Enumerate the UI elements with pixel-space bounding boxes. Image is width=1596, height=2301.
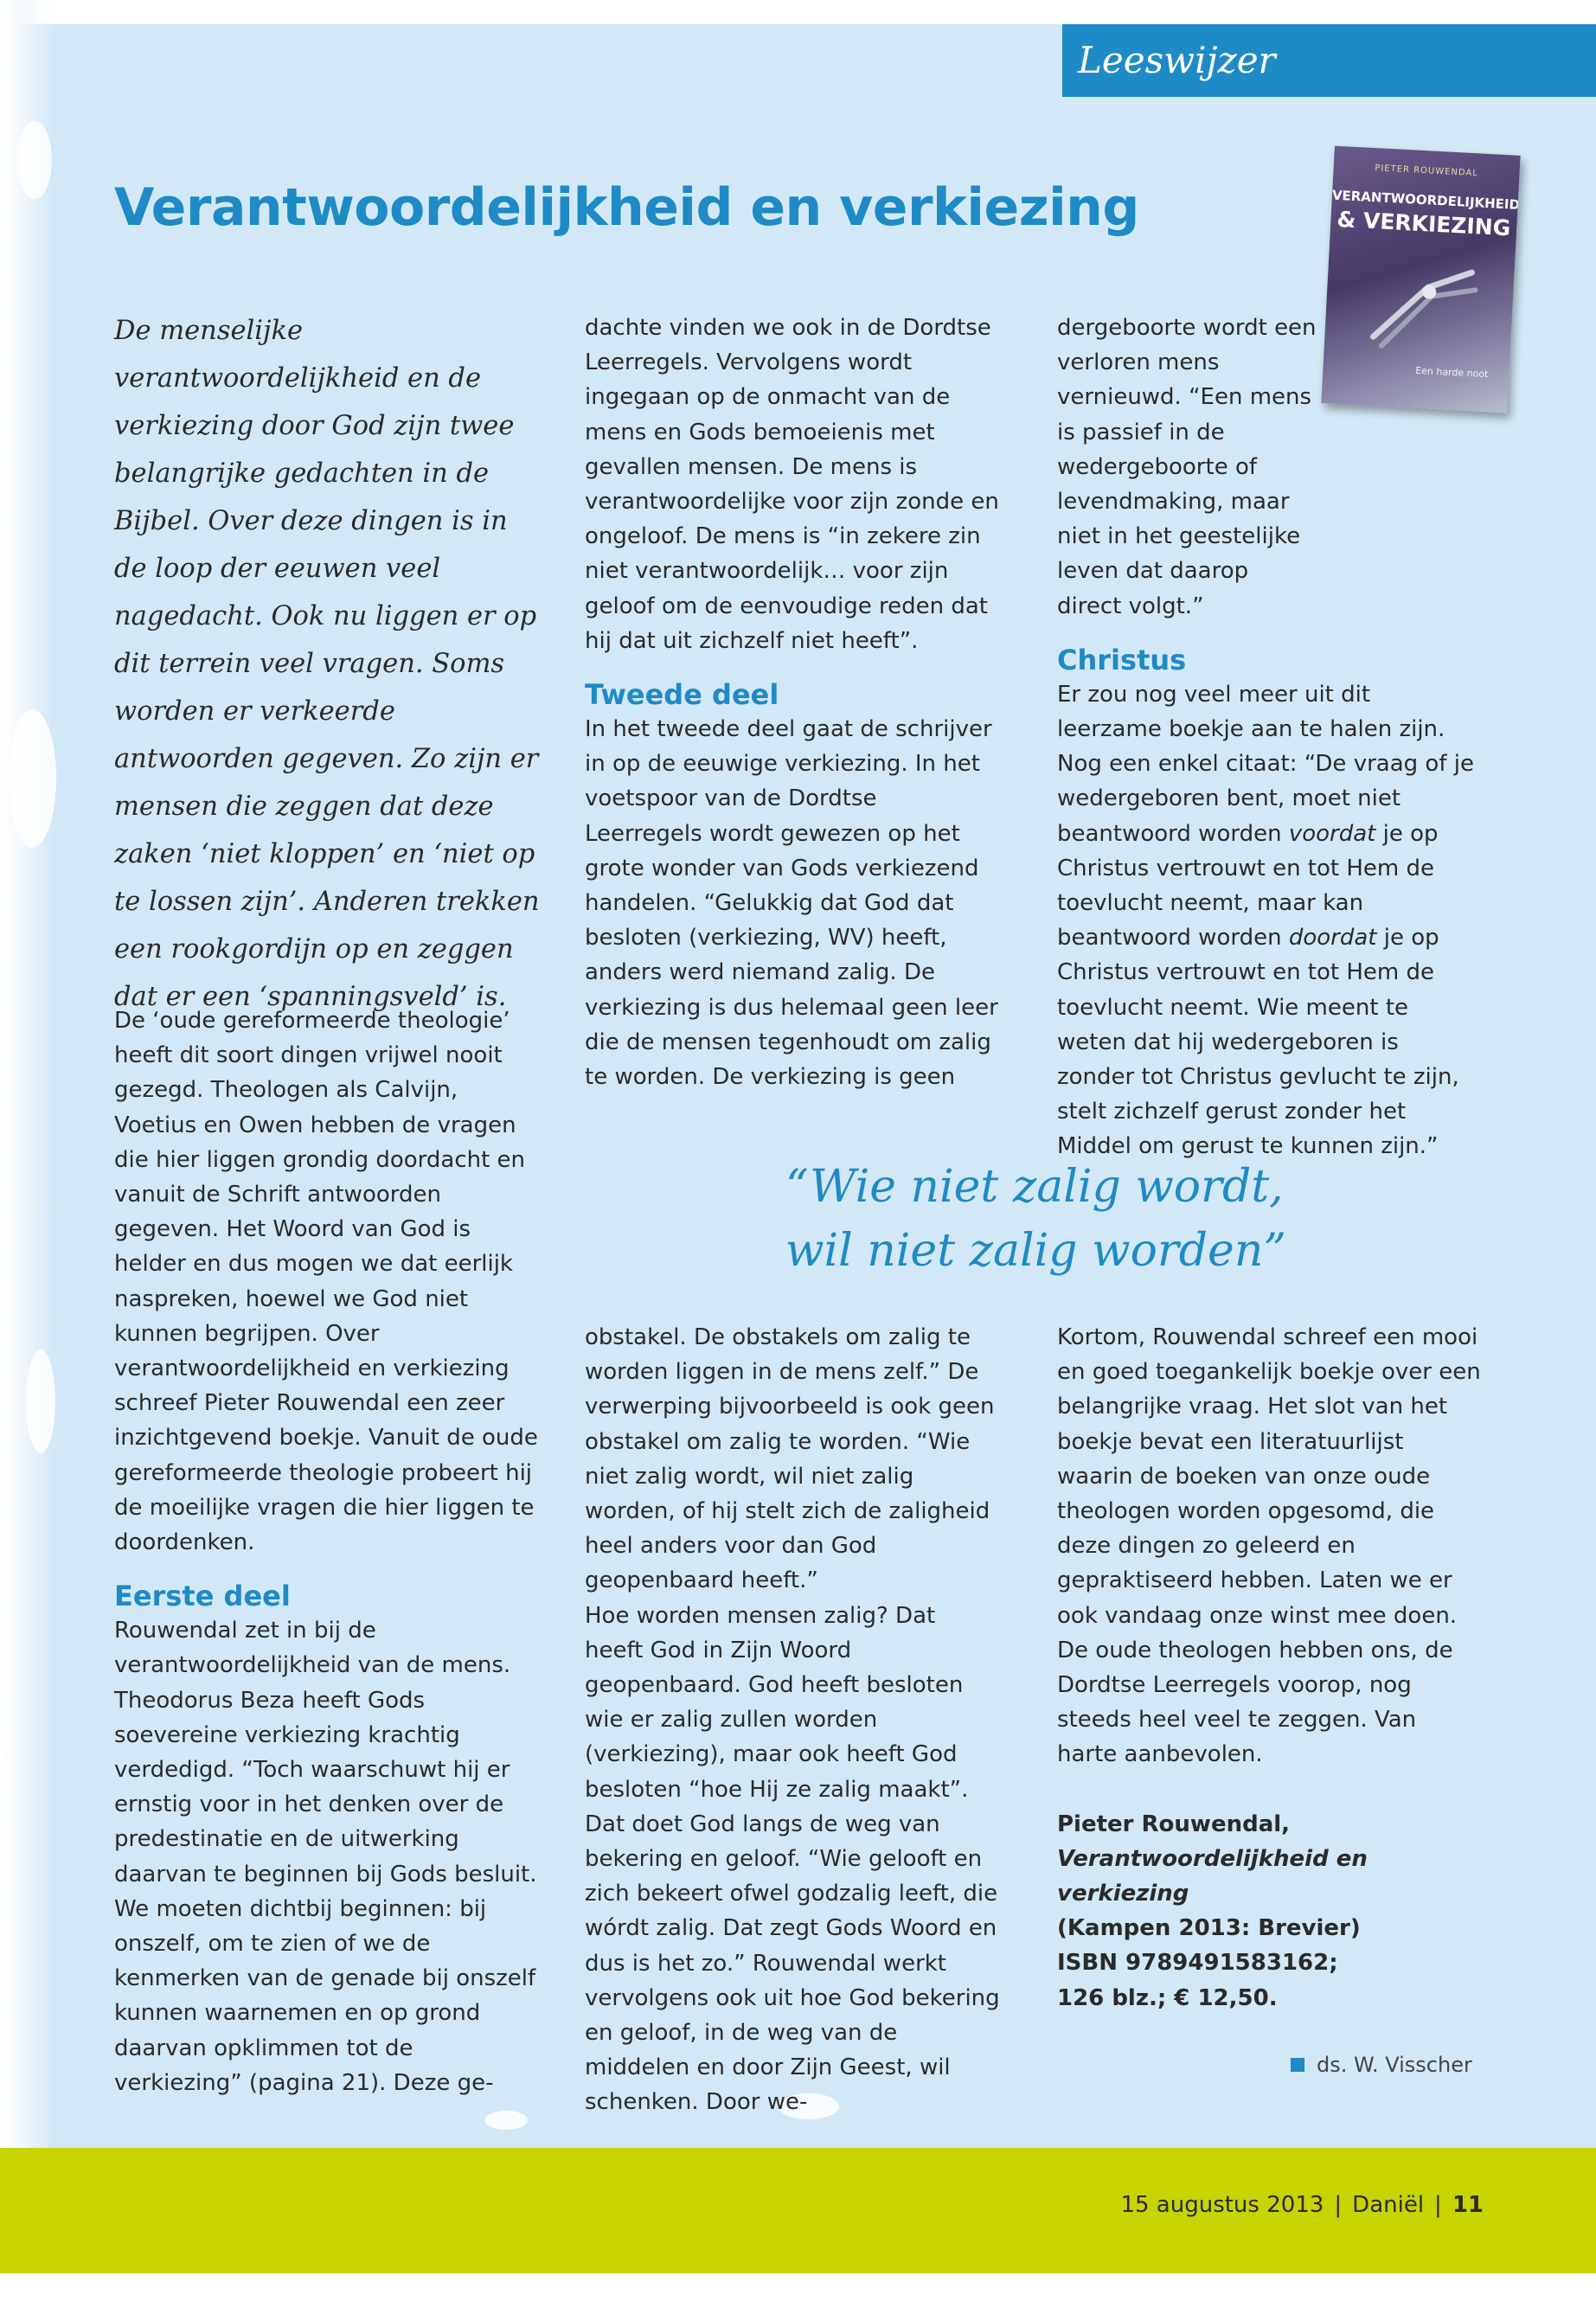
brush-edge-decoration (0, 0, 52, 2148)
pull-quote-line1: “Wie niet zalig wordt, (785, 1161, 1284, 1213)
column-3-top (1057, 311, 1481, 1164)
footer-bar (0, 2148, 1596, 2273)
section-tab: Leeswijzer (1062, 24, 1596, 97)
footer-separator: | (1334, 2192, 1343, 2218)
paint-splash-decoration (17, 121, 52, 199)
emphasis-doordat: doordat (1288, 925, 1377, 952)
author-signature (1291, 2053, 1472, 2077)
book-cover-title-line1: VERANTWOORDELIJKHEID (1331, 187, 1521, 213)
body-paragraph: Rouwendal zet in bij de verantwoordelijkheid van de mens. Theodorus Beza heeft Gods soevereine verkiezing krachtig verdedigd. “Toch waarschuwt hij er ernstig voor in het denken over de predestinatie en de uitwerking daarvan te beginnen bij Gods besluit. We moeten dichtbij beginnen: bij onszelf, om te zien of we de kenmerken van de genade bij onszelf kunnen waarnemen en op grond daarvan opklimmen tot de verkiezing” (pagina 21). Deze ge- (114, 1618, 537, 2096)
column-1 (114, 1003, 547, 2100)
body-paragraph: De ‘oude gereformeerde theologie’ heeft dit soort dingen vrijwel nooit gezegd. Theologen als Calvijn, Voetius en Owen hebben de vragen die hier liggen grondig doordacht en vanuit de Schrift antwoorden gegeven. Het Woord van God is helder en dus mogen we dat eerlijk naspreken, hoewel we God niet kunnen begrijpen. Over verantwoordelijkheid en verkiezing schreef Pieter Rouwendal een zeer inzichtgevend boekje. Vanuit de oude gereformeerde theologie probeert hij de moeilijke vragen die hier liggen te doordenken. (114, 1008, 538, 1556)
signature-text: ds. W. Visscher (1317, 2053, 1472, 2077)
footer-date: 15 augustus 2013 (1120, 2192, 1324, 2218)
paint-splash-decoration (484, 2111, 528, 2130)
page-number: 11 (1452, 2192, 1484, 2218)
column-3-bottom (1057, 1320, 1481, 2016)
body-paragraph: dergeboorte wordt een verloren mens vernieuwd. “Een mens is passief in de wedergeboorte of levendmaking, maar niet in het geestelijke leven dat daarop direct volgt.” (1057, 315, 1317, 619)
body-paragraph: Kortom, Rouwendal schreef een mooi en goed toegankelijk boekje over een belangrijke vraag. Het slot van het boekje bevat een literatuurlijst waarin de boeken van onze oude theologen worden opgesomd, die deze dingen zo geleerd en gepraktiseerd hebben. Laten we er ook vandaag onze winst mee doen. De oude theologen hebben ons, de Dordtse Leerregels voorop, nog steeds heel veel te zeggen. Van harte aanbevolen. (1057, 1324, 1481, 1768)
pull-quote (785, 1155, 1286, 1283)
square-bullet-icon (1291, 2058, 1304, 2072)
heading-christus: Christus (1057, 643, 1187, 676)
body-paragraph: Er zou nog veel meer uit dit leerzame boekje aan te halen zijn. Nog een enkel citaat: “De vraag of je wedergeboren bent, moet niet beantwoord worden voordat je op Christus vertrouwt en tot Hem de toevlucht neemt, maar kan beantwoord worden doordat je op Christus vertrouwt en tot Hem de toevlucht neemt. Wie meent te weten dat hij wedergeboren is zonder tot Christus gevlucht te zijn, stelt zichzelf gerust zonder het Middel om gerust te kunnen zijn.” (1057, 681, 1474, 1160)
footer-text (1120, 2192, 1484, 2218)
pull-quote-line2: wil niet zalig worden” (785, 1225, 1286, 1277)
body-paragraph: obstakel. De obstakels om zalig te worden liggen in de mens zelf.” De verwerping bijvoorbeeld is ook geen obstakel om zalig te worden. “Wie niet zalig wordt, wil niet zalig worden, of hij stelt zich de zaligheid heel anders voor dan God geopenbaard heeft.” (585, 1324, 995, 1594)
article-title: Verantwoordelijkheid en verkiezing (114, 177, 1139, 238)
column-2-bottom (585, 1320, 1000, 2120)
bib-pages-price: 126 blz.; € 12,50. (1057, 1984, 1278, 2011)
body-paragraph: In het tweede deel gaat de schrijver in op de eeuwige verkiezing. In het voetspoor van de Dordtse Leerregels wordt gewezen op het grote wonder van Gods verkiezend handelen. “Gelukkig dat God dat besloten (verkiezing, WV) heeft, anders werd niemand zalig. De verkiezing is dus helemaal geen leer die de mensen tegenhoudt om zalig te worden. De verkiezing is geen (585, 716, 998, 1091)
footer-separator: | (1434, 2192, 1442, 2218)
body-paragraph: Hoe worden mensen zalig? Dat heeft God in Zijn Woord geopenbaard. God heeft besloten wie er zalig zullen worden (verkiezing), maar ook heeft God besloten “hoe Hij ze zalig maakt”. Dat doet God langs de weg van bekering en geloof. “Wie gelooft en zich bekeert ofwel godzalig leeft, die wórdt zalig. Dat zegt Gods Woord en dus is het zo.” Rouwendal werkt vervolgens ook uit hoe God bekering en geloof, in de weg van de middelen en door Zijn Geest, wil schenken. Door we- (585, 1602, 1000, 2116)
column-2-top (585, 311, 1000, 1094)
body-paragraph: dachte vinden we ook in de Dordtse Leerregels. Vervolgens wordt ingegaan op de onmacht van de mens en Gods bemoeienis met gevallen mensen. De mens is verantwoordelijke voor zijn zonde en ongeloof. De mens is “in zekere zin niet verantwoordelijk… voor zijn geloof om de eenvoudige reden dat hij dat uit zichzelf niet heeft”. (585, 315, 999, 654)
book-cover-title-line2: & VERKIEZING (1336, 206, 1511, 241)
intro-paragraph: De menselijke verantwoordelijkheid en de verkiezing door God zijn twee belangrijke gedachten in de Bijbel. Over deze dingen is in de loop der eeuwen veel nagedacht. Ook nu liggen er op dit terrein veel vragen. Soms worden er verkeerde antwoorden gegeven. Zo zijn er mensen die zeggen dat deze zaken ‘niet kloppen’ en ‘niet op te lossen zijn’. Anderen trekken een rookgordijn op en zeggen dat er een ‘spanningsveld’ is. (114, 316, 540, 1012)
book-cover-subtitle: Een harde noot (1414, 364, 1489, 381)
bib-publisher: (Kampen 2013: Brevier) (1057, 1915, 1361, 1942)
heading-tweede-deel: Tweede deel (585, 678, 779, 712)
paint-splash-decoration (26, 1349, 55, 1453)
bib-book-title: Verantwoordelijkheid en verkiezing (1057, 1845, 1368, 1907)
book-cover-author: PIETER ROUWENDAL (1375, 163, 1479, 179)
heading-eerste-deel: Eerste deel (114, 1580, 291, 1613)
bib-isbn: ISBN 9789491583162; (1057, 1950, 1338, 1977)
bibliography (1057, 1807, 1481, 2016)
emphasis-voordat: voordat (1288, 820, 1376, 847)
paint-splash-decoration (9, 709, 56, 848)
footer-magazine: Daniël (1352, 2192, 1425, 2218)
bib-author: Pieter Rouwendal, (1057, 1811, 1291, 1837)
